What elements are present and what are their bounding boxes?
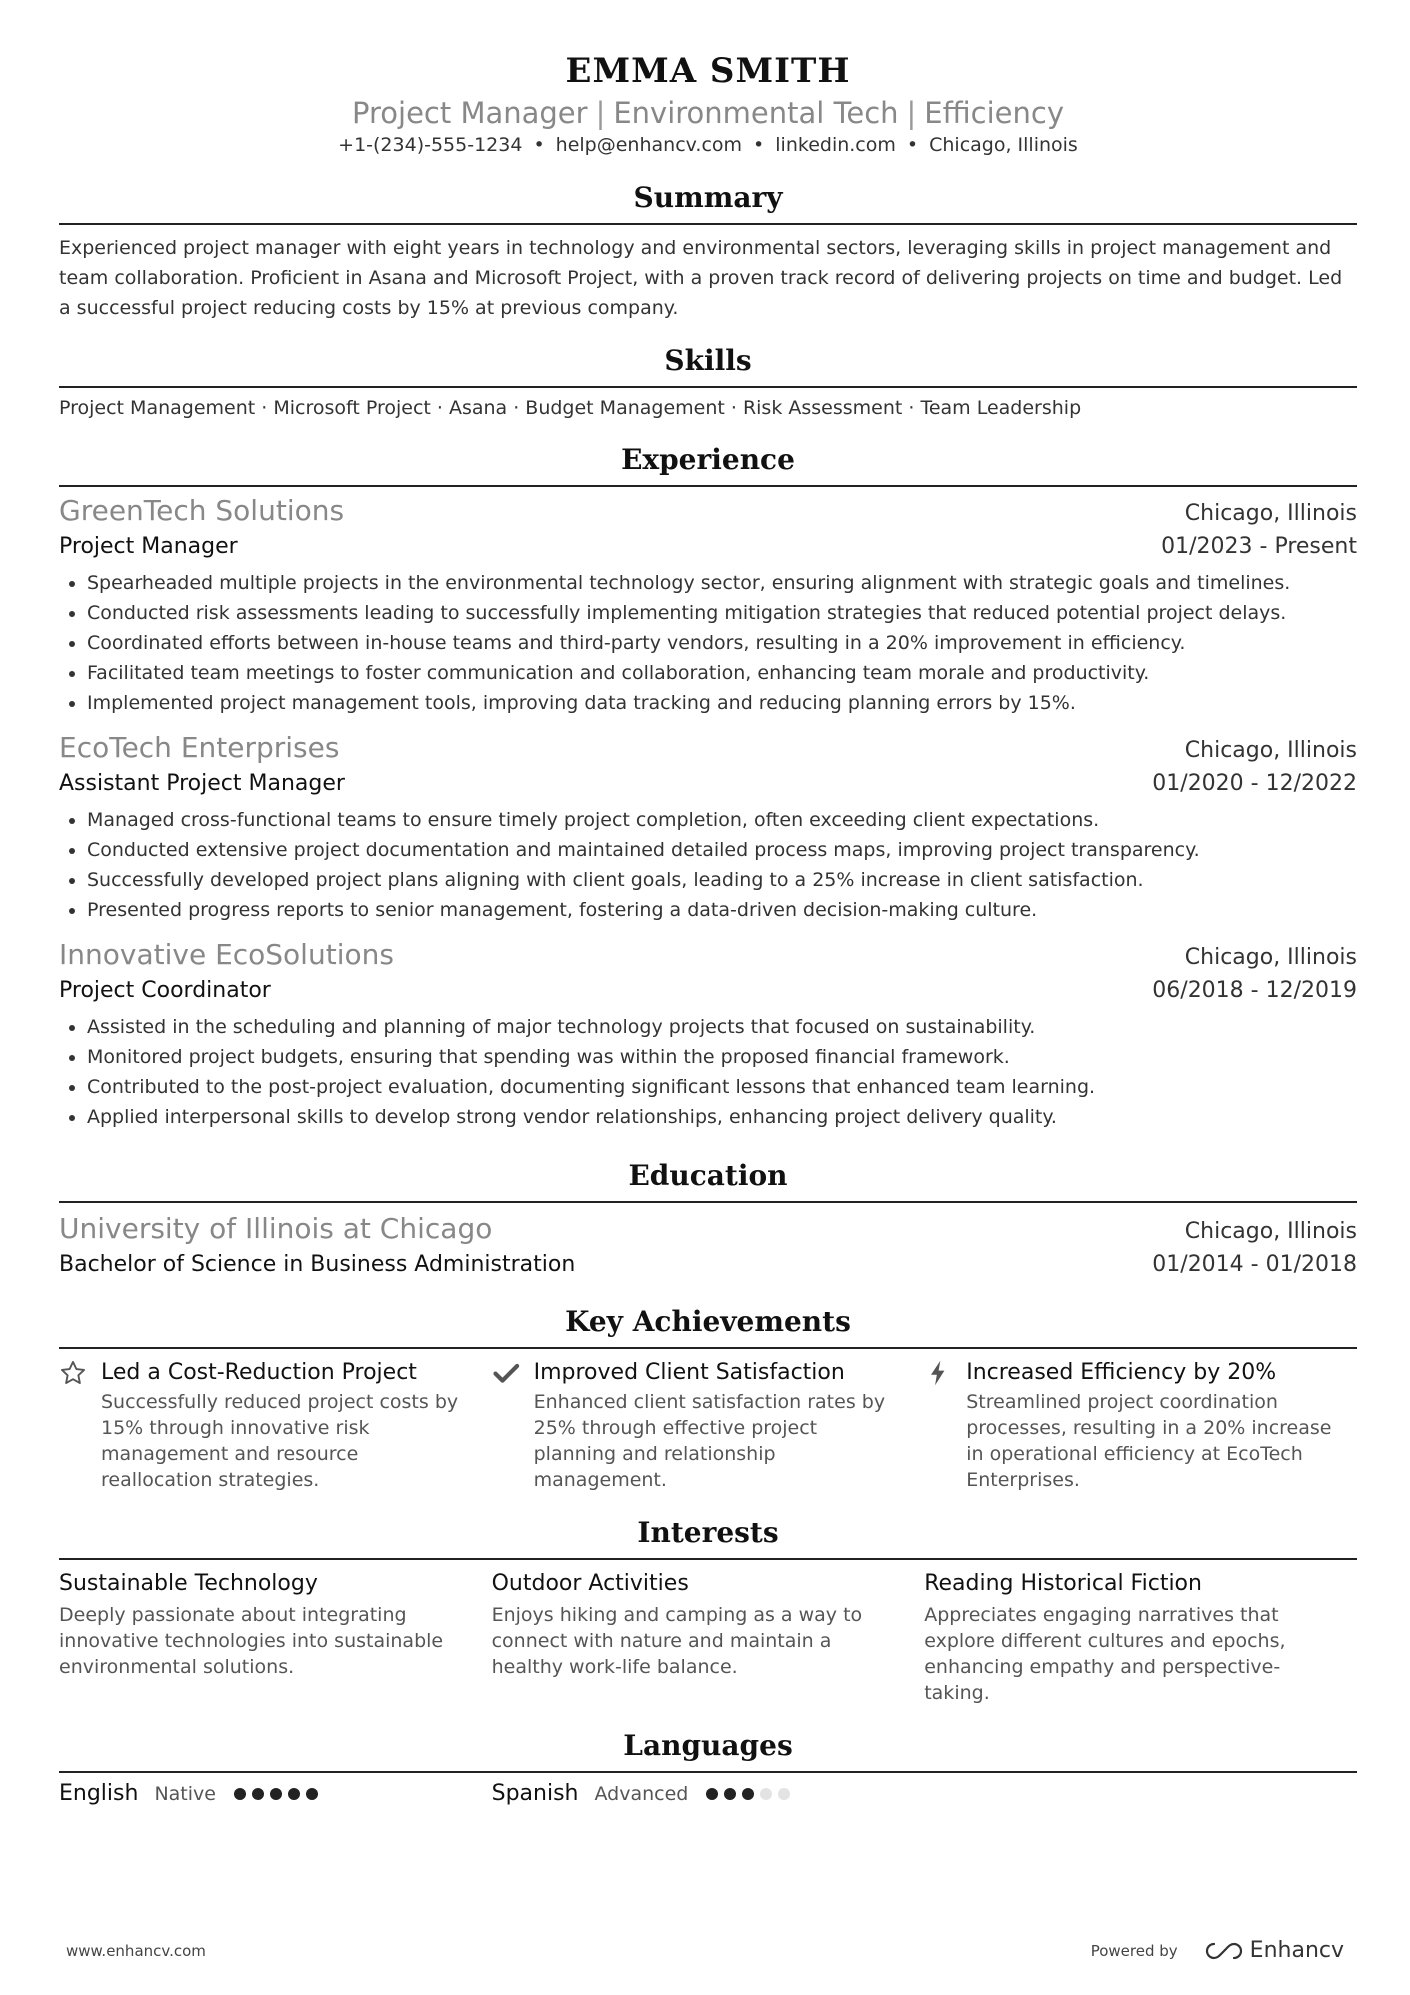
job-bullets — [59, 805, 1357, 925]
job-bullet: • Applied interpersonal skills to develop strong vendor relationships, enhancing project delivery quality. — [87, 1102, 1357, 1132]
achievements-section — [59, 1304, 1357, 1493]
headline-separator: | — [906, 96, 917, 130]
achievement-item — [924, 1357, 1357, 1493]
section-title-summary: Summary — [59, 180, 1357, 225]
contact-separator: • — [753, 134, 765, 156]
rating-dot-empty — [760, 1788, 772, 1800]
language-level: Advanced — [594, 1782, 689, 1805]
check-icon — [492, 1357, 534, 1493]
enhancv-brand: Enhancv — [1249, 1938, 1344, 1963]
interest-desc: Appreciates engaging narratives that explore different cultures and epochs, enhancing empathy and perspective-taking. — [924, 1604, 1286, 1704]
skills-list: Project Management · Microsoft Project · Asana · Budget Management · Risk Assessment · Team Leadership — [59, 397, 1082, 419]
skills-section — [59, 343, 1357, 422]
job-bullets — [59, 1012, 1357, 1132]
language-name: English — [59, 1781, 139, 1806]
enhancv-logo-icon — [1204, 1940, 1244, 1962]
job-bullets — [59, 568, 1357, 718]
candidate-name: EMMA SMITH — [565, 51, 851, 91]
achievement-desc: Successfully reduced project costs by 15% through innovative risk management and resource reallocation strategies. — [101, 1391, 459, 1491]
achievement-title: Led a Cost-Reduction Project — [101, 1360, 417, 1385]
section-title-interests: Interests — [59, 1515, 1357, 1560]
achievement-item — [59, 1357, 492, 1493]
headline-separator: | — [595, 96, 606, 130]
rating-dot-filled — [288, 1788, 300, 1800]
resume-header — [59, 0, 1357, 158]
job-bullet: • Contributed to the post-project evaluation, documenting significant lessons that enhanced team learning. — [87, 1072, 1357, 1102]
phone: +1-(234)-555-1234 — [338, 134, 523, 156]
job-bullet: • Coordinated efforts between in-house teams and third-party vendors, resulting in a 20% improvement in efficiency. — [87, 628, 1357, 658]
job-location: Chicago, Illinois — [1184, 501, 1357, 526]
powered-by — [1091, 1938, 1344, 1963]
job-dates: 06/2018 - 12/2019 — [1152, 978, 1357, 1003]
languages-list — [59, 1781, 1357, 1806]
interest-title: Sustainable Technology — [59, 1571, 318, 1596]
summary-text: Experienced project manager with eight years in technology and environmental sectors, leveraging skills in project management and team collaboration. Proficient in Asana and Microsoft Project, with a proven track record of delivering projects on time and budget. Led a successful project reducing costs by 15% at previous company. — [59, 237, 1343, 319]
language-rating — [706, 1788, 796, 1800]
achievements-grid — [59, 1357, 1357, 1493]
education-section — [59, 1158, 1357, 1282]
job-bullet: • Facilitated team meetings to foster communication and collaboration, enhancing team morale and productivity. — [87, 658, 1357, 688]
job-role: Project Coordinator — [59, 978, 271, 1003]
page-footer — [66, 1938, 1344, 1963]
rating-dot-filled — [706, 1788, 718, 1800]
job-bullet: • Monitored project budgets, ensuring that spending was within the proposed financial framework. — [87, 1042, 1357, 1072]
rating-dot-empty — [778, 1788, 790, 1800]
job-bullet: • Conducted risk assessments leading to successfully implementing mitigation strategies that reduced potential project delays. — [87, 598, 1357, 628]
headline-item: Project Manager — [352, 96, 588, 130]
powered-by-label: Powered by — [1090, 1941, 1178, 1960]
job-bullet: • Conducted extensive project documentation and maintained detailed process maps, improving project transparency. — [87, 835, 1357, 865]
job-dates: 01/2023 - Present — [1161, 534, 1357, 559]
school-location: Chicago, Illinois — [1184, 1219, 1357, 1244]
interest-desc: Enjoys hiking and camping as a way to connect with nature and maintain a healthy work-life balance. — [491, 1604, 863, 1678]
rating-dot-filled — [270, 1788, 282, 1800]
language-level: Native — [154, 1782, 216, 1805]
job-entry — [59, 937, 1357, 1132]
bolt-icon — [924, 1357, 966, 1493]
job-dates: 01/2020 - 12/2022 — [1152, 771, 1357, 796]
achievement-title: Improved Client Satisfaction — [533, 1360, 845, 1385]
summary-section — [59, 180, 1357, 323]
experience-section — [59, 442, 1357, 1132]
location: Chicago, Illinois — [929, 134, 1078, 156]
job-bullet: • Assisted in the scheduling and planning of major technology projects that focused on sustainability. — [87, 1012, 1357, 1042]
contact-line — [59, 132, 1357, 158]
education-entry — [59, 1211, 1357, 1282]
school-name: University of Illinois at Chicago — [59, 1212, 493, 1245]
rating-dot-filled — [252, 1788, 264, 1800]
section-title-skills: Skills — [59, 343, 1357, 388]
section-title-achievements: Key Achievements — [59, 1304, 1357, 1349]
interest-item — [492, 1568, 925, 1706]
languages-section — [59, 1728, 1357, 1806]
company-name: Innovative EcoSolutions — [59, 938, 394, 971]
job-entry — [59, 730, 1357, 925]
interest-item — [924, 1568, 1357, 1706]
achievement-item — [492, 1357, 925, 1493]
rating-dot-filled — [306, 1788, 318, 1800]
section-title-languages: Languages — [59, 1728, 1357, 1773]
job-location: Chicago, Illinois — [1184, 738, 1357, 763]
email-link[interactable]: help@enhancv.com — [555, 134, 743, 156]
language-item — [492, 1781, 925, 1806]
job-location: Chicago, Illinois — [1184, 945, 1357, 970]
rating-dot-filled — [724, 1788, 736, 1800]
job-role: Assistant Project Manager — [59, 771, 345, 796]
job-bullet: • Managed cross-functional teams to ensure timely project completion, often exceeding client expectations. — [87, 805, 1357, 835]
interest-item — [59, 1568, 492, 1706]
degree: Bachelor of Science in Business Administration — [59, 1252, 576, 1277]
section-title-experience: Experience — [59, 442, 1357, 487]
headline-item: Efficiency — [924, 96, 1064, 130]
rating-dot-filled — [742, 1788, 754, 1800]
linkedin-link[interactable]: linkedin.com — [775, 134, 896, 156]
interest-title: Outdoor Activities — [491, 1571, 689, 1596]
headline — [59, 95, 1357, 131]
interests-grid — [59, 1568, 1357, 1706]
interests-section — [59, 1515, 1357, 1706]
company-name: GreenTech Solutions — [59, 494, 345, 527]
star-icon — [59, 1357, 101, 1493]
rating-dot-filled — [234, 1788, 246, 1800]
contact-separator: • — [906, 134, 919, 156]
footer-url-link[interactable]: www.enhancv.com — [66, 1941, 206, 1960]
company-name: EcoTech Enterprises — [59, 731, 340, 764]
interest-title: Reading Historical Fiction — [924, 1571, 1202, 1596]
language-name: Spanish — [491, 1781, 579, 1806]
job-bullet: • Presented progress reports to senior management, fostering a data-driven decision-making culture. — [87, 895, 1357, 925]
headline-item: Environmental Tech — [613, 96, 899, 130]
achievement-desc: Enhanced client satisfaction rates by 25% through effective project planning and relationship management. — [533, 1391, 886, 1491]
education-dates: 01/2014 - 01/2018 — [1152, 1252, 1357, 1277]
job-entry — [59, 493, 1357, 718]
section-title-education: Education — [59, 1158, 1357, 1203]
interest-desc: Deeply passionate about integrating innovative technologies into sustainable environmental solutions. — [59, 1604, 444, 1678]
resume-page — [59, 0, 1357, 1806]
job-bullet: • Spearheaded multiple projects in the environmental technology sector, ensuring alignment with strategic goals and timelines. — [87, 568, 1357, 598]
language-rating — [234, 1788, 324, 1800]
job-bullet: • Implemented project management tools, improving data tracking and reducing planning errors by 15%. — [87, 688, 1357, 718]
language-item — [59, 1781, 492, 1806]
achievement-title: Increased Efficiency by 20% — [966, 1360, 1277, 1385]
job-role: Project Manager — [59, 534, 238, 559]
achievement-desc: Streamlined project coordination processes, resulting in a 20% increase in operational efficiency at EcoTech Enterprises. — [966, 1391, 1332, 1491]
job-bullet: • Successfully developed project plans aligning with client goals, leading to a 25% increase in client satisfaction. — [87, 865, 1357, 895]
contact-separator: • — [533, 134, 545, 156]
